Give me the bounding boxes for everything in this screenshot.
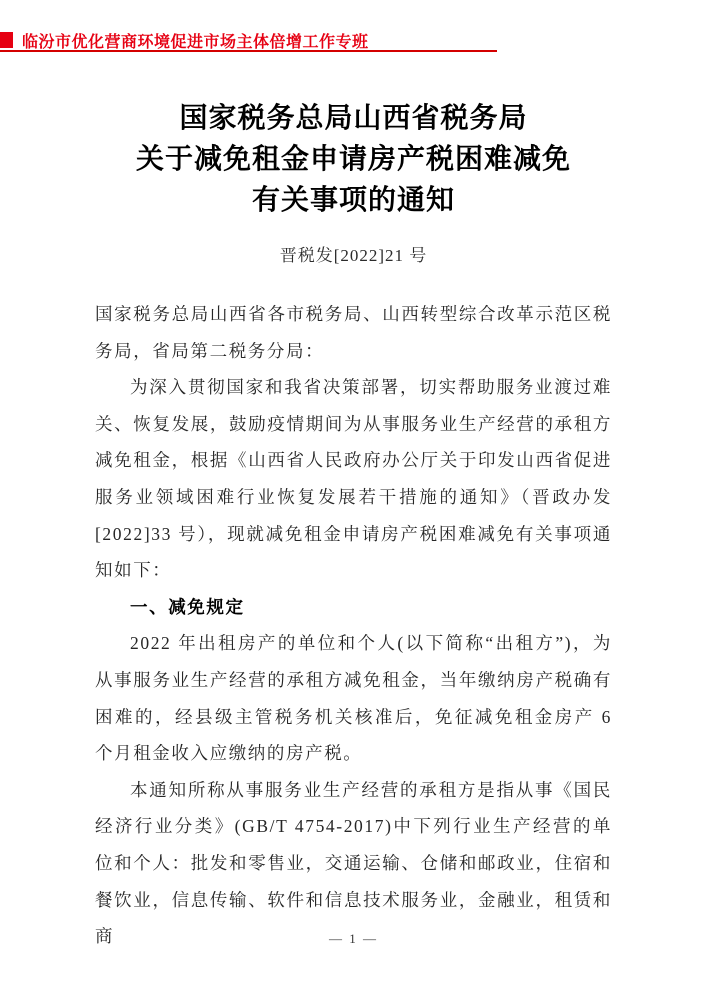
salutation-paragraph: 国家税务总局山西省各市税务局、山西转型综合改革示范区税务局，省局第二税务分局： <box>95 304 612 361</box>
banner-title: 临汾市优化营商环境促进市场主体倍增工作专班 <box>22 33 369 51</box>
document-number: 晋税发[2022]21 号 <box>279 246 428 265</box>
document-title <box>95 98 612 221</box>
document-text <box>95 296 612 955</box>
intro-paragraph: 为深入贯彻国家和我省决策部署，切实帮助服务业渡过难关、恢复发展，鼓励疫情期间为从事服务业生产经营的承租方减免租金，根据《山西省人民政府办公厅关于印发山西省促进服务业领域困难行业恢复发展若干措施的通知》（晋政办发[2022]33 号），现就减免租金申请房产税困难减免有关事项通知如下： <box>95 377 612 581</box>
document-title-line-3: 有关事项的通知 <box>251 185 455 216</box>
section-1-heading: 一、减免规定 <box>130 596 245 617</box>
document-title-line-1: 国家税务总局山西省税务局 <box>179 103 528 134</box>
page-number: — 1 — <box>329 931 378 946</box>
document-title-line-2: 关于减免租金申请房产税困难减免 <box>135 144 571 175</box>
section-1-paragraph-1: 2022 年出租房产的单位和个人(以下简称“出租方”)，为从事服务业生产经营的承租方减免租金，当年缴纳房产税确有困难的，经县级主管税务机关核准后，免征减免租金房产 6 个月租金收入应缴纳的房产税。 <box>95 633 612 764</box>
section-1-paragraph-2: 本通知所称从事服务业生产经营的承租方是指从事《国民经济行业分类》(GB/T 4754-2017)中下列行业生产经营的单位和个人：批发和零售业，交通运输、仓储和邮政业，住宿和餐饮业，信息传输、软件和信息技术服务业，金融业，租赁和商 <box>95 779 612 947</box>
